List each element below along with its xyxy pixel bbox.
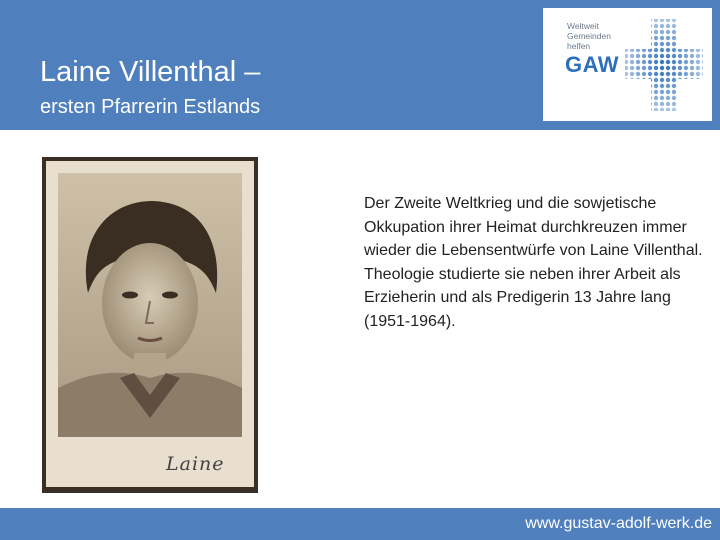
logo-acronym: GAW: [565, 52, 620, 77]
slide-title: Laine Villenthal –: [40, 56, 261, 88]
portrait-photo-card: [46, 161, 254, 487]
gaw-logo: [543, 8, 712, 121]
photo-caption: Laine: [166, 453, 225, 475]
cross-dot-pattern-icon: [623, 17, 705, 113]
portrait-photo-frame: [42, 157, 258, 493]
logo-line-1: Weltweit: [567, 21, 599, 31]
footer-bar: [0, 508, 720, 540]
header-bar: [0, 0, 720, 130]
slide-subtitle: ersten Pfarrerin Estlands: [40, 96, 261, 118]
body-paragraph-1: Der Zweite Weltkrieg und die sowjetische Okkupation ihrer Heimat durchkreuzen immer wieder die Lebensentwürfe von Laine Villenthal.: [364, 195, 703, 259]
logo-line-3: helfen: [567, 41, 591, 51]
logo-tagline: [567, 21, 611, 51]
body-paragraph-2: Theologie studierte sie neben ihrer Arbeit als Erzieherin und als Predigerin 13 Jahre lang (1951-1964).: [364, 265, 681, 330]
logo-line-2: Gemeinden: [567, 31, 611, 41]
portrait-photo: [58, 173, 242, 437]
footer-url[interactable]: www.gustav-adolf-werk.de: [525, 515, 712, 532]
body-text: [364, 192, 704, 333]
